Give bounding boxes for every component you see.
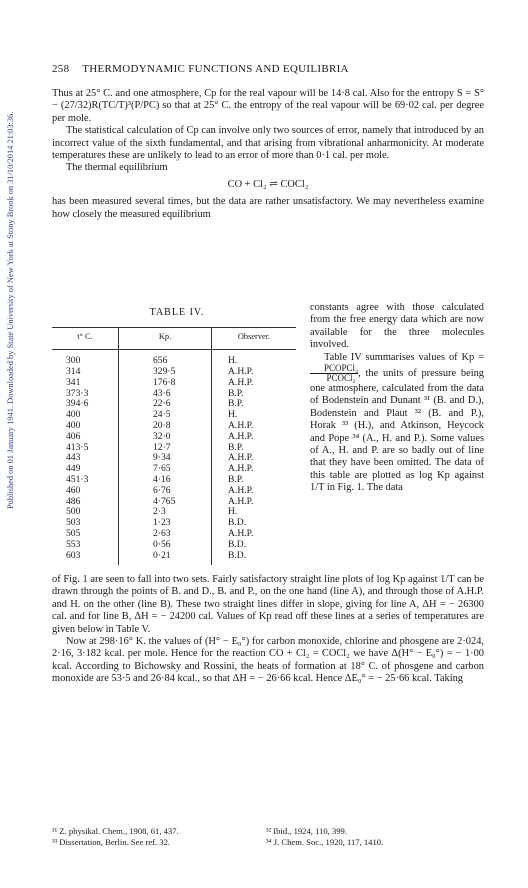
table-row: [52, 540, 296, 551]
table-row: [52, 497, 296, 508]
cell-observer: B.P.: [228, 441, 244, 453]
table-row: [52, 475, 296, 486]
cell-kp: 43·6: [119, 389, 212, 400]
cell-kp: 22·6: [119, 399, 212, 410]
paragraph-6: Now at 298·16° K. the values of (H° − E₀°) for carbon monoxide, chlorine and phosgene are 2·024, 2·16, 3·182 kcal. per mole. Hence for the reaction CO + Cl₂ = COCl₂ we have Δ(H° − E₀°) = − 1·00 kcal. According to Bichowsky and Rossini, the heats of formation at 18° C. of phosgene and carbon monoxide are 53·5 and 26·84 kcal., so that ΔH = − 26·66 kcal. Hence ΔE₀° = − 25·66 kcal. Taking: [52, 636, 484, 685]
page-header-title: THERMODYNAMIC FUNCTIONS AND EQUILIBRIA: [82, 63, 349, 75]
column-header-kp: Kp.: [119, 328, 212, 350]
cell-temperature: 394·6: [52, 399, 119, 410]
running-header: [52, 63, 484, 75]
cell-kp: 0·21: [119, 551, 212, 566]
paragraph-4: has been measured several times, but the data are rather unsatisfactory. We may nevertheless examine how closely the measured equilibrium: [52, 196, 484, 220]
table-row: [52, 453, 296, 464]
table-wrap-section: [52, 302, 484, 686]
cell-temperature: 451·3: [52, 475, 119, 486]
cell-kp: 9·34: [119, 453, 212, 464]
cell-observer: A.H.P.: [228, 495, 254, 507]
data-table: [52, 327, 296, 565]
kp-fraction: [310, 364, 358, 383]
table-row: [52, 389, 296, 400]
cell-kp: 4·765: [119, 497, 212, 508]
kp-numerator: PCOPCl₂: [310, 364, 358, 374]
footnote-32: ³² Ibid., 1924, 110, 399.: [266, 826, 347, 836]
cell-kp: 2·3: [119, 507, 212, 518]
table-row: [52, 432, 296, 443]
table-row: [52, 551, 296, 566]
cell-temperature: 500: [52, 507, 119, 518]
cell-observer: B.P.: [228, 398, 244, 410]
table-row: [52, 350, 296, 367]
cell-temperature: 314: [52, 367, 119, 378]
cell-observer: H.: [228, 409, 238, 421]
table-row: [52, 486, 296, 497]
table-caption: TABLE IV.: [149, 307, 205, 318]
cell-kp: 656: [119, 350, 212, 367]
table-row: [52, 421, 296, 432]
cell-observer: B.D.: [228, 538, 247, 550]
cell-observer: B.D.: [228, 517, 247, 529]
cell-observer: A.H.P.: [228, 366, 254, 377]
cell-observer: A.H.P.: [228, 452, 254, 464]
column-header-observer: Observer.: [212, 328, 297, 350]
cell-temperature: 400: [52, 410, 119, 421]
footnotes: [52, 826, 484, 848]
cell-temperature: 503: [52, 518, 119, 529]
cell-kp: 176·8: [119, 378, 212, 389]
table-row: [52, 507, 296, 518]
cell-observer: H.: [228, 506, 238, 518]
cell-temperature: 460: [52, 486, 119, 497]
cell-kp: 20·8: [119, 421, 212, 432]
cell-kp: 12·7: [119, 443, 212, 454]
table-row: [52, 378, 296, 389]
cell-temperature: 341: [52, 378, 119, 389]
cell-kp: 32·0: [119, 432, 212, 443]
cell-temperature: 553: [52, 540, 119, 551]
cell-observer: A.H.P.: [228, 430, 254, 442]
table-row: [52, 410, 296, 421]
cell-temperature: 443: [52, 453, 119, 464]
cell-kp: 0·56: [119, 540, 212, 551]
paragraph-5: of Fig. 1 are seen to fall into two sets. Fairly satisfactory straight line plots of log Kp against 1/T can be drawn through the points of B. and D., B. and P., on the one hand (line A), and through those of A.H.P. and H. on the other (line B). These two straight lines differ in slope, giving for line A, ΔH = − 26300 cal. and for line B, ΔH = − 24200 cal. Values of Kp read off these lines at a series of temperatures are given below in Table V.: [52, 574, 484, 635]
cell-temperature: 505: [52, 529, 119, 540]
cell-observer: B.P.: [228, 387, 244, 399]
table-body: [52, 350, 296, 566]
cell-observer: A.H.P.: [228, 376, 254, 388]
kp-denominator: PCOCl₂: [326, 373, 356, 384]
cell-kp: 329·5: [119, 367, 212, 378]
footnote-31: ³¹ Z. physikal. Chem., 1908, 61, 437.: [52, 826, 179, 836]
table-row: [52, 529, 296, 540]
cell-kp: 7·65: [119, 464, 212, 475]
side-text-b2: , the units of pressure being one atmosphere, calculated from the data of Bodenstein and Dunant ³¹ (B. and D.), Bodenstein and Plaut ³² (B. and P.), Horak ³³ (H.), and Atkinson, Heycock and Pope ³⁴ (A., H. and P.). Some values of A., H. and P. are so badly out of line that they have been omitted. The data of this table are plotted as log Kp against 1/T in Fig. 1. The data: [310, 367, 484, 494]
table-row: [52, 399, 296, 410]
cell-kp: 6·76: [119, 486, 212, 497]
cell-observer: H.: [228, 355, 238, 367]
paragraph-2: The statistical calculation of Cp can involve only two sources of error, namely that introduced by an incorrect value of the sixth fundamental, and that arising from vibrational anharmonicity. At moderate temperatures these are unlikely to lead to an error of more than 0·1 cal. per mole.: [52, 125, 484, 162]
body-top: [52, 88, 484, 221]
cell-observer: A.H.P.: [228, 463, 254, 475]
table-iv: [52, 302, 302, 574]
cell-kp: 1·23: [119, 518, 212, 529]
download-notice: Published on 01 January 1941. Downloaded by State University of New York at Stony Brook on 31/10/2014 21:03:36.: [6, 111, 15, 509]
cell-temperature: 406: [52, 432, 119, 443]
cell-temperature: 373·3: [52, 389, 119, 400]
side-paragraph-a: constants agree with those calculated from the free energy data which are now available for the three molecules involved.: [310, 302, 484, 351]
equilibrium-equation: CO + Cl₂ ⇌ COCl₂: [227, 178, 309, 190]
cell-observer: B.D.: [228, 549, 247, 561]
cell-observer: A.H.P.: [228, 484, 254, 496]
cell-temperature: 400: [52, 421, 119, 432]
cell-observer: A.H.P.: [228, 527, 254, 539]
table-row: [52, 464, 296, 475]
cell-temperature: 449: [52, 464, 119, 475]
column-header-temperature: t° C.: [52, 328, 119, 350]
paragraph-1: Thus at 25° C. and one atmosphere, Cp for the real vapour will be 14·8 cal. Also for the entropy S = S° − (27/32)R(TC/T)³(P/PC) so that at 25° C. the entropy of the real vapour will be 69·02 cal. per degree per mole.: [52, 88, 484, 124]
cell-temperature: 486: [52, 497, 119, 508]
cell-observer: B.P.: [228, 473, 244, 485]
table-row: [52, 518, 296, 529]
cell-observer: A.H.P.: [228, 419, 254, 431]
page-number: 258: [52, 63, 70, 75]
table-row: [52, 443, 296, 454]
paragraph-3: The thermal equilibrium: [66, 162, 168, 174]
cell-temperature: 413·5: [52, 443, 119, 454]
footnote-34: ³⁴ J. Chem. Soc., 1920, 117, 1410.: [266, 837, 384, 847]
footnote-33: ³³ Dissertation, Berlin. See ref. 32.: [52, 837, 171, 847]
cell-kp: 2·63: [119, 529, 212, 540]
cell-temperature: 300: [52, 350, 119, 367]
cell-kp: 24·5: [119, 410, 212, 421]
cell-temperature: 603: [52, 551, 119, 566]
side-text-b1: Table IV summarises values of Kp =: [324, 351, 484, 363]
cell-kp: 4·16: [119, 475, 212, 486]
